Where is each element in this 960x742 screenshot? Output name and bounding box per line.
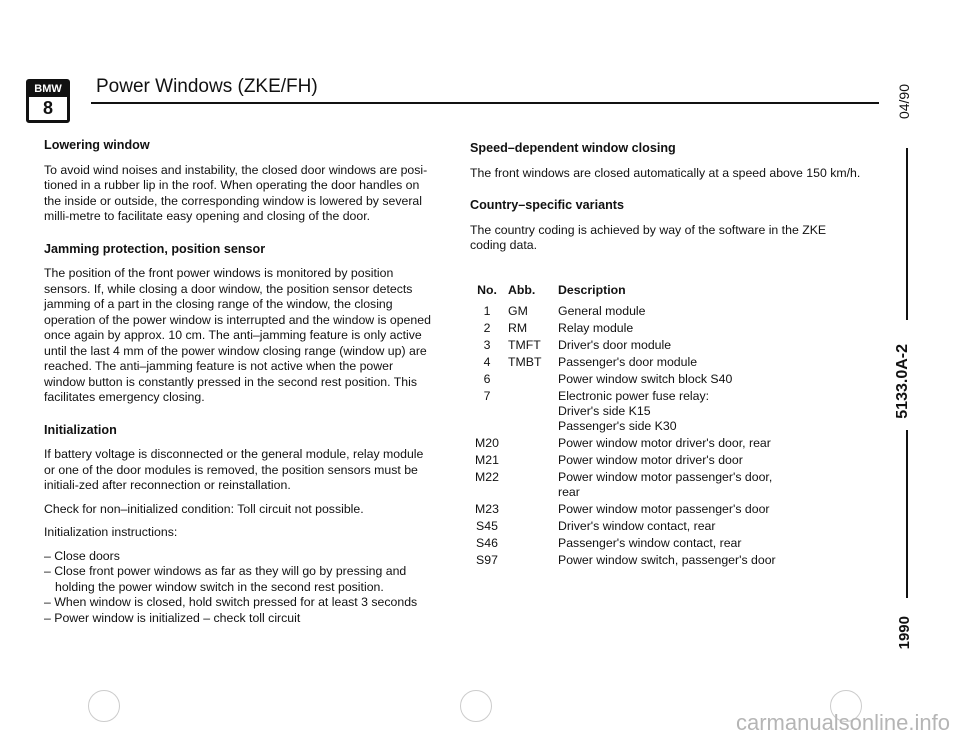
- header-abb: Abb.: [508, 283, 536, 297]
- init-steps: [44, 549, 432, 627]
- cell-no: M21: [475, 453, 499, 467]
- cell-abb: [508, 470, 558, 500]
- cell-description: Power window motor driver's door: [558, 453, 743, 467]
- country-text: The country coding is achieved by way of the software in the ZKE coding data.: [470, 222, 827, 252]
- table-row: [466, 553, 798, 568]
- table-row: [466, 453, 798, 468]
- cell-description: Driver's door module: [558, 338, 672, 352]
- cell-no: S46: [476, 536, 498, 550]
- init-text-1: If battery voltage is disconnected or the general module, relay module or one of the door modules is removed, the position sensors must be initiali-zed after reconnection or reinstallation.: [44, 447, 424, 492]
- init-text-3: Initialization instructions:: [44, 525, 178, 539]
- side-rule-1: [906, 148, 908, 320]
- cell-abb: [508, 502, 558, 517]
- left-column: [44, 138, 432, 643]
- section-country: [470, 198, 862, 254]
- table-row: [466, 502, 798, 517]
- init-step: – Power window is initialized – check toll circuit: [44, 610, 301, 625]
- cell-description: General module: [558, 304, 646, 318]
- watermark: carmanualsonline.info: [735, 710, 950, 735]
- section-speed: [470, 141, 862, 181]
- cell-abb: [508, 389, 558, 434]
- table-row: [466, 304, 798, 319]
- scan-hole-left: [88, 690, 120, 722]
- logo-series: 8: [42, 98, 53, 118]
- cell-abb: [508, 553, 558, 568]
- section-jamming: [44, 242, 432, 406]
- table-row: [466, 519, 798, 534]
- init-heading: Initialization: [44, 422, 117, 437]
- cell-abb: [508, 453, 558, 468]
- table-row: [466, 536, 798, 551]
- init-step: – Close front power windows as far as they will go by pressing and holding the power window switch in the second rest position.: [44, 564, 407, 594]
- table-body: [466, 304, 798, 568]
- cell-abb: [508, 536, 558, 551]
- cell-description: Power window motor driver's door, rear: [558, 436, 771, 450]
- cell-abb: TMFT: [508, 338, 541, 352]
- cell-no: 7: [483, 389, 491, 403]
- header-description: Description: [558, 283, 626, 297]
- page-title: Power Windows (ZKE/FH): [96, 76, 318, 97]
- cell-no: S97: [476, 553, 498, 567]
- lowering-text: To avoid wind noises and instability, the closed door windows are posi-tioned in a rubber lip in the roof. When operating the door handles on the inside or outside, the corresponding window is lowered by several milli-metre to facilitate easy opening and closing of the door.: [44, 162, 428, 223]
- side-year: 1990: [896, 616, 913, 650]
- cell-no: S45: [476, 519, 498, 533]
- cell-no: 6: [483, 372, 491, 386]
- table-row: [466, 338, 798, 353]
- table-row: [466, 372, 798, 387]
- cell-no: 2: [483, 321, 491, 335]
- table-row: [466, 389, 798, 434]
- bmw-logo: [26, 79, 70, 123]
- cell-no: 4: [483, 355, 491, 369]
- init-step: – Close doors: [44, 548, 120, 563]
- jamming-heading: Jamming protection, position sensor: [44, 241, 266, 256]
- cell-description: Passenger's window contact, rear: [558, 536, 742, 550]
- cell-no: 1: [483, 304, 491, 318]
- cell-no: M20: [475, 436, 499, 450]
- table-row: [466, 470, 798, 500]
- table-row: [466, 355, 798, 370]
- side-code: 5133.0A-2: [894, 344, 911, 419]
- cell-no: M22: [475, 470, 499, 484]
- section-lowering: [44, 138, 432, 225]
- table-row: [466, 321, 798, 336]
- cell-description: Power window switch block S40: [558, 372, 733, 386]
- cell-description: Power window motor passenger's door: [558, 502, 770, 516]
- init-text-2: Check for non–initialized condition: Toll circuit not possible.: [44, 501, 364, 516]
- cell-abb: GM: [508, 304, 528, 318]
- speed-text: The front windows are closed automatically at a speed above 150 km/h.: [470, 165, 861, 180]
- cell-abb: [508, 519, 558, 534]
- cell-description: Power window motor passenger's door, rear: [558, 470, 773, 499]
- cell-description: Passenger's door module: [558, 355, 698, 369]
- table-header: [466, 283, 798, 298]
- cell-no: 3: [483, 338, 491, 352]
- init-step: – When window is closed, hold switch pressed for at least 3 seconds: [44, 595, 418, 609]
- title-rule: [91, 102, 879, 104]
- cell-description: Power window switch, passenger's door: [558, 553, 776, 567]
- lowering-heading: Lowering window: [44, 138, 150, 152]
- right-column: [470, 141, 862, 271]
- cell-no: M23: [475, 502, 499, 516]
- side-rule-2: [906, 430, 908, 598]
- speed-heading: Speed–dependent window closing: [470, 141, 676, 155]
- scan-hole-center: [460, 690, 492, 722]
- cell-abb: [508, 436, 558, 451]
- country-heading: Country–specific variants: [470, 198, 624, 212]
- jamming-text: The position of the front power windows is monitored by position sensors. If, while closing a door window, the position sensor detects jamming of a part in the closing range of the window, the closing operation of the power window is interrupted and the window is opened once again by approx. 10 cm. The anti–jamming feature is only active until the last 4 mm of the power window closing range (window up) are reached. The anti–jamming feature is not active when the power window button is constantly pressed in the second rest position. This facilitates emergency closing.: [44, 266, 431, 404]
- cell-description: Driver's window contact, rear: [558, 519, 716, 533]
- logo-brand: BMW: [29, 82, 67, 97]
- table-row: [466, 436, 798, 451]
- cell-description: Electronic power fuse relay: Driver's side K15 Passenger's side K30: [558, 389, 710, 433]
- header-no: No.: [477, 283, 497, 297]
- section-initialization: [44, 423, 432, 627]
- cell-abb: RM: [508, 321, 528, 335]
- cell-abb: TMBT: [508, 355, 542, 369]
- cell-description: Relay module: [558, 321, 634, 335]
- side-date: 04/90: [896, 84, 912, 120]
- component-table: [466, 283, 798, 570]
- cell-abb: [508, 372, 558, 387]
